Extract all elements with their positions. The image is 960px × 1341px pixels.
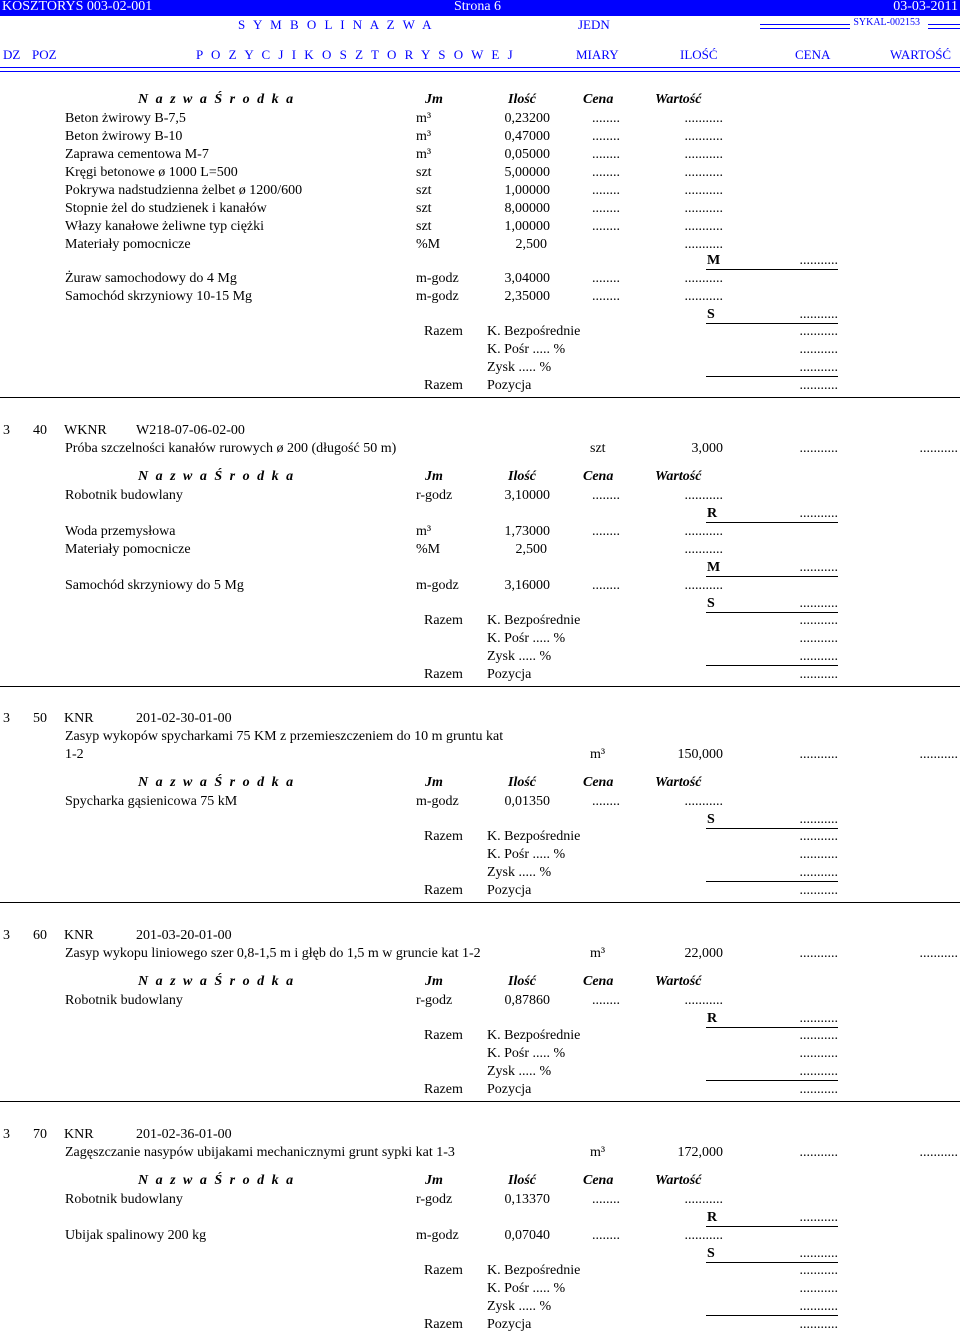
subtotal-value: ........... (799, 1210, 838, 1225)
value-header: Wartość (655, 775, 702, 790)
position-total-label: Pozycja (487, 883, 532, 898)
resource-quantity: 3,10000 (504, 488, 550, 503)
resource-name: Pokrywa nadstudzienna żelbet ø 1200/600 (65, 183, 303, 198)
subtotal-value: ........... (799, 596, 838, 611)
resource-name: Zaprawa cementowa M-7 (65, 147, 209, 162)
resource-value: ........... (684, 165, 723, 180)
subtotal-underline (706, 576, 838, 577)
price-header: Cena (583, 775, 614, 790)
position-description-cont: 1-2 (65, 747, 84, 762)
subtotal-s: S (707, 1246, 715, 1261)
indirect-cost-value: ........... (799, 342, 838, 357)
quantity-header: Ilość (508, 974, 536, 989)
direct-cost-label: K. Bezpośrednie (487, 1263, 581, 1278)
col-wartosc: WARTOŚĆ (890, 47, 952, 62)
razem-label: Razem (424, 1317, 463, 1332)
subtotal-value: ........... (799, 812, 838, 827)
resource-unit: m-godz (416, 289, 459, 304)
position-total-label: Pozycja (487, 1082, 532, 1097)
position-value: ........... (919, 441, 958, 456)
resource-value: ........... (684, 524, 723, 539)
resource-name: Ubijak spalinowy 200 kg (65, 1228, 207, 1243)
resource-name: Żuraw samochodowy do 4 Mg (65, 271, 237, 286)
position-total-value: ........... (799, 1082, 838, 1097)
profit-label: Zysk ..... % (487, 1299, 552, 1314)
direct-cost-value: ........... (799, 1028, 838, 1043)
subtotal-value: ........... (799, 307, 838, 322)
resource-price: ........ (592, 111, 620, 126)
profit-value: ........... (799, 1299, 838, 1314)
resource-unit: %M (416, 542, 441, 557)
resource-price: ........ (592, 271, 620, 286)
resource-unit: m-godz (416, 271, 459, 286)
resource-value: ........... (684, 111, 723, 126)
resource-price: ........ (592, 488, 620, 503)
indirect-cost-value: ........... (799, 631, 838, 646)
jedn-label: JEDN (578, 17, 610, 32)
direct-cost-value: ........... (799, 613, 838, 628)
value-header: Wartość (655, 974, 702, 989)
price-header: Cena (583, 1173, 614, 1188)
position-separator (0, 686, 960, 687)
resource-quantity: 2,35000 (504, 289, 550, 304)
unit-header: Jm (425, 1173, 443, 1188)
profit-value: ........... (799, 865, 838, 880)
resource-unit: m³ (416, 111, 432, 126)
razem-label: Razem (424, 667, 463, 682)
position-unit: m³ (590, 747, 606, 762)
resource-price: ........ (592, 183, 620, 198)
resource-value: ........... (684, 289, 723, 304)
resource-name: Włazy kanałowe żeliwne typ ciężki (65, 219, 265, 234)
subtotal-underline (706, 1226, 838, 1227)
direct-cost-label: K. Bezpośrednie (487, 324, 581, 339)
catalog-code: 201-02-36-01-00 (136, 1127, 232, 1142)
subtotal-underline (706, 522, 838, 523)
resource-unit: m-godz (416, 578, 459, 593)
profit-label: Zysk ..... % (487, 865, 552, 880)
position-separator (0, 397, 960, 398)
resource-name: Stopnie żel do studzienek i kanałów (65, 201, 267, 216)
resource-unit: r-godz (416, 488, 453, 503)
position-price: ........... (799, 747, 838, 762)
resource-unit: m-godz (416, 794, 459, 809)
indirect-cost-label: K. Pośr ..... % (487, 1281, 566, 1296)
resource-quantity: 0,07040 (504, 1228, 550, 1243)
resource-value: ........... (684, 129, 723, 144)
razem-label: Razem (424, 1263, 463, 1278)
indirect-cost-value: ........... (799, 1281, 838, 1296)
profit-value: ........... (799, 360, 838, 375)
doc-date: 03-03-2011 (893, 0, 958, 14)
resource-quantity: 1,73000 (504, 524, 550, 539)
profit-value: ........... (799, 1064, 838, 1079)
resource-price: ........ (592, 165, 620, 180)
resource-quantity: 1,00000 (504, 183, 550, 198)
resource-quantity: 2,500 (515, 237, 547, 252)
indirect-cost-label: K. Pośr ..... % (487, 631, 566, 646)
resource-price: ........ (592, 578, 620, 593)
razem-label: Razem (424, 324, 463, 339)
resource-quantity: 8,00000 (504, 201, 550, 216)
resource-value: ........... (684, 183, 723, 198)
subtotal-value: ........... (799, 560, 838, 575)
resource-value: ........... (684, 542, 723, 557)
doc-code: KOSZTORYS 003-02-001 (2, 0, 153, 14)
position-separator (0, 1101, 960, 1102)
sykal-code: SYKAL-002153 (853, 17, 920, 28)
position-total-label: Pozycja (487, 378, 532, 393)
header-bar (0, 0, 960, 16)
resource-unit: r-godz (416, 1192, 453, 1207)
resource-value: ........... (684, 237, 723, 252)
col-cena: CENA (795, 47, 831, 62)
resource-quantity: 3,04000 (504, 271, 550, 286)
direct-cost-value: ........... (799, 324, 838, 339)
resource-quantity: 0,13370 (504, 1192, 550, 1207)
quantity-header: Ilość (508, 1173, 536, 1188)
position-total-label: Pozycja (487, 1317, 532, 1332)
unit-header: Jm (425, 92, 443, 107)
position-quantity: 22,000 (684, 946, 723, 961)
profit-label: Zysk ..... % (487, 649, 552, 664)
subtotal-value: ........... (799, 1011, 838, 1026)
resource-name-header: N a z w a Ś r o d k a (138, 1173, 296, 1188)
position-total-value: ........... (799, 378, 838, 393)
col-miary: MIARY (576, 47, 619, 62)
resource-name: Samochód skrzyniowy do 5 Mg (65, 578, 244, 593)
col-dz: DZ (3, 47, 21, 62)
profit-label: Zysk ..... % (487, 1064, 552, 1079)
resource-value: ........... (684, 1192, 723, 1207)
resource-unit: szt (416, 219, 432, 234)
resource-value: ........... (684, 578, 723, 593)
resource-quantity: 0,47000 (504, 129, 550, 144)
quantity-header: Ilość (508, 469, 536, 484)
resource-quantity: 3,16000 (504, 578, 550, 593)
unit-header: Jm (425, 469, 443, 484)
position-dz: 3 (3, 711, 10, 726)
position-unit: m³ (590, 946, 606, 961)
indirect-cost-label: K. Pośr ..... % (487, 1046, 566, 1061)
catalog-source: KNR (64, 928, 94, 943)
subtotal-m: M (707, 560, 721, 575)
position-value: ........... (919, 747, 958, 762)
resource-value: ........... (684, 271, 723, 286)
resource-value: ........... (684, 219, 723, 234)
resource-price: ........ (592, 219, 620, 234)
position-dz: 3 (3, 928, 10, 943)
resource-price: ........ (592, 1228, 620, 1243)
col-pozycji: P O Z Y C J I K O S Z T O R Y S O W E J (196, 47, 516, 62)
resource-name-header: N a z w a Ś r o d k a (138, 469, 296, 484)
col-poz: POZ (32, 47, 57, 62)
direct-cost-value: ........... (799, 829, 838, 844)
catalog-source: KNR (64, 711, 94, 726)
resource-name: Robotnik budowlany (65, 488, 183, 503)
resource-price: ........ (592, 201, 620, 216)
position-dz: 3 (3, 1127, 10, 1142)
indirect-cost-label: K. Pośr ..... % (487, 342, 566, 357)
price-header: Cena (583, 92, 614, 107)
resource-value: ........... (684, 488, 723, 503)
resource-quantity: 2,500 (515, 542, 547, 557)
razem-label: Razem (424, 1082, 463, 1097)
subtotal-s: S (707, 596, 715, 611)
subtotal-r: R (707, 1210, 718, 1225)
header-underline (0, 67, 960, 72)
subtotal-r: R (707, 1011, 718, 1026)
symbol-title: S Y M B O L I N A Z W A (238, 17, 435, 32)
resource-name-header: N a z w a Ś r o d k a (138, 974, 296, 989)
direct-cost-label: K. Bezpośrednie (487, 613, 581, 628)
resource-price: ........ (592, 524, 620, 539)
razem-label: Razem (424, 1028, 463, 1043)
resource-name: Woda przemysłowa (65, 524, 176, 539)
value-header: Wartość (655, 469, 702, 484)
position-value: ........... (919, 1145, 958, 1160)
razem-label: Razem (424, 883, 463, 898)
position-description: Zasyp wykopu liniowego szer 0,8-1,5 m i głęb do 1,5 m w gruncie kat 1-2 (65, 946, 481, 961)
header-rule-a (760, 24, 850, 29)
catalog-code: 201-03-20-01-00 (136, 928, 232, 943)
position-quantity: 3,000 (691, 441, 723, 456)
resource-value: ........... (684, 147, 723, 162)
resource-name: Materiały pomocnicze (65, 237, 191, 252)
position-number: 40 (33, 423, 47, 438)
indirect-cost-value: ........... (799, 1046, 838, 1061)
resource-quantity: 0,23200 (504, 111, 550, 126)
resource-price: ........ (592, 1192, 620, 1207)
catalog-code: W218-07-06-02-00 (136, 423, 245, 438)
subtotal-underline (706, 269, 838, 270)
resource-quantity: 0,05000 (504, 147, 550, 162)
unit-header: Jm (425, 775, 443, 790)
quantity-header: Ilość (508, 775, 536, 790)
col-ilosc: ILOŚĆ (680, 47, 718, 62)
position-total-label: Pozycja (487, 667, 532, 682)
resource-value: ........... (684, 993, 723, 1008)
position-quantity: 172,000 (677, 1145, 723, 1160)
position-price: ........... (799, 946, 838, 961)
header-rule-b (928, 24, 960, 29)
price-header: Cena (583, 974, 614, 989)
profit-label: Zysk ..... % (487, 360, 552, 375)
resource-name: Spycharka gąsienicowa 75 kM (65, 794, 238, 809)
resource-name: Robotnik budowlany (65, 1192, 183, 1207)
resource-name: Materiały pomocnicze (65, 542, 191, 557)
razem-label: Razem (424, 378, 463, 393)
position-value: ........... (919, 946, 958, 961)
subtotal-r: R (707, 506, 718, 521)
catalog-source: WKNR (64, 423, 107, 438)
resource-value: ........... (684, 794, 723, 809)
resource-unit: m³ (416, 129, 432, 144)
catalog-code: 201-02-30-01-00 (136, 711, 232, 726)
resource-price: ........ (592, 129, 620, 144)
position-number: 60 (33, 928, 47, 943)
resource-quantity: 5,00000 (504, 165, 550, 180)
position-total-value: ........... (799, 1317, 838, 1332)
direct-cost-label: K. Bezpośrednie (487, 1028, 581, 1043)
resource-quantity: 1,00000 (504, 219, 550, 234)
profit-value: ........... (799, 649, 838, 664)
direct-cost-value: ........... (799, 1263, 838, 1278)
resource-price: ........ (592, 794, 620, 809)
resource-value: ........... (684, 201, 723, 216)
subtotal-s: S (707, 307, 715, 322)
resource-name: Robotnik budowlany (65, 993, 183, 1008)
position-number: 70 (33, 1127, 47, 1142)
resource-unit: szt (416, 165, 432, 180)
position-price: ........... (799, 1145, 838, 1160)
position-unit: szt (590, 441, 606, 456)
resource-unit: szt (416, 183, 432, 198)
resource-quantity: 0,01350 (504, 794, 550, 809)
subtotal-value: ........... (799, 253, 838, 268)
indirect-cost-label: K. Pośr ..... % (487, 847, 566, 862)
resource-name: Kręgi betonowe ø 1000 L=500 (65, 165, 238, 180)
resource-name-header: N a z w a Ś r o d k a (138, 775, 296, 790)
position-description: Próba szczelności kanałów rurowych ø 200 (długość 50 m) (65, 441, 397, 456)
position-total-value: ........... (799, 883, 838, 898)
unit-header: Jm (425, 974, 443, 989)
resource-unit: %M (416, 237, 441, 252)
page-number: Strona 6 (454, 0, 502, 14)
position-number: 50 (33, 711, 47, 726)
resource-price: ........ (592, 993, 620, 1008)
razem-label: Razem (424, 829, 463, 844)
value-header: Wartość (655, 1173, 702, 1188)
resource-unit: m³ (416, 147, 432, 162)
position-separator (0, 902, 960, 903)
position-unit: m³ (590, 1145, 606, 1160)
resource-name: Beton żwirowy B-7,5 (65, 111, 186, 126)
resource-unit: m³ (416, 524, 432, 539)
razem-label: Razem (424, 613, 463, 628)
subtotal-s: S (707, 812, 715, 827)
resource-unit: m-godz (416, 1228, 459, 1243)
quantity-header: Ilość (508, 92, 536, 107)
position-description: Zasyp wykopów spycharkami 75 KM z przemieszczeniem do 10 m gruntu kat (65, 729, 504, 744)
page-header (0, 0, 960, 70)
resource-name-header: N a z w a Ś r o d k a (138, 92, 296, 107)
price-header: Cena (583, 469, 614, 484)
catalog-source: KNR (64, 1127, 94, 1142)
position-quantity: 150,000 (677, 747, 723, 762)
position-total-value: ........... (799, 667, 838, 682)
resource-name: Samochód skrzyniowy 10-15 Mg (65, 289, 253, 304)
resource-unit: szt (416, 201, 432, 216)
resource-price: ........ (592, 147, 620, 162)
position-dz: 3 (3, 423, 10, 438)
subtotal-m: M (707, 253, 721, 268)
resource-name: Beton żwirowy B-10 (65, 129, 183, 144)
resource-price: ........ (592, 289, 620, 304)
position-description: Zagęszczanie nasypów ubijakami mechanicznymi grunt sypki kat 1-3 (65, 1145, 455, 1160)
indirect-cost-value: ........... (799, 847, 838, 862)
subtotal-value: ........... (799, 1246, 838, 1261)
resource-quantity: 0,87860 (504, 993, 550, 1008)
value-header: Wartość (655, 92, 702, 107)
position-price: ........... (799, 441, 838, 456)
direct-cost-label: K. Bezpośrednie (487, 829, 581, 844)
subtotal-value: ........... (799, 506, 838, 521)
resource-unit: r-godz (416, 993, 453, 1008)
resource-value: ........... (684, 1228, 723, 1243)
